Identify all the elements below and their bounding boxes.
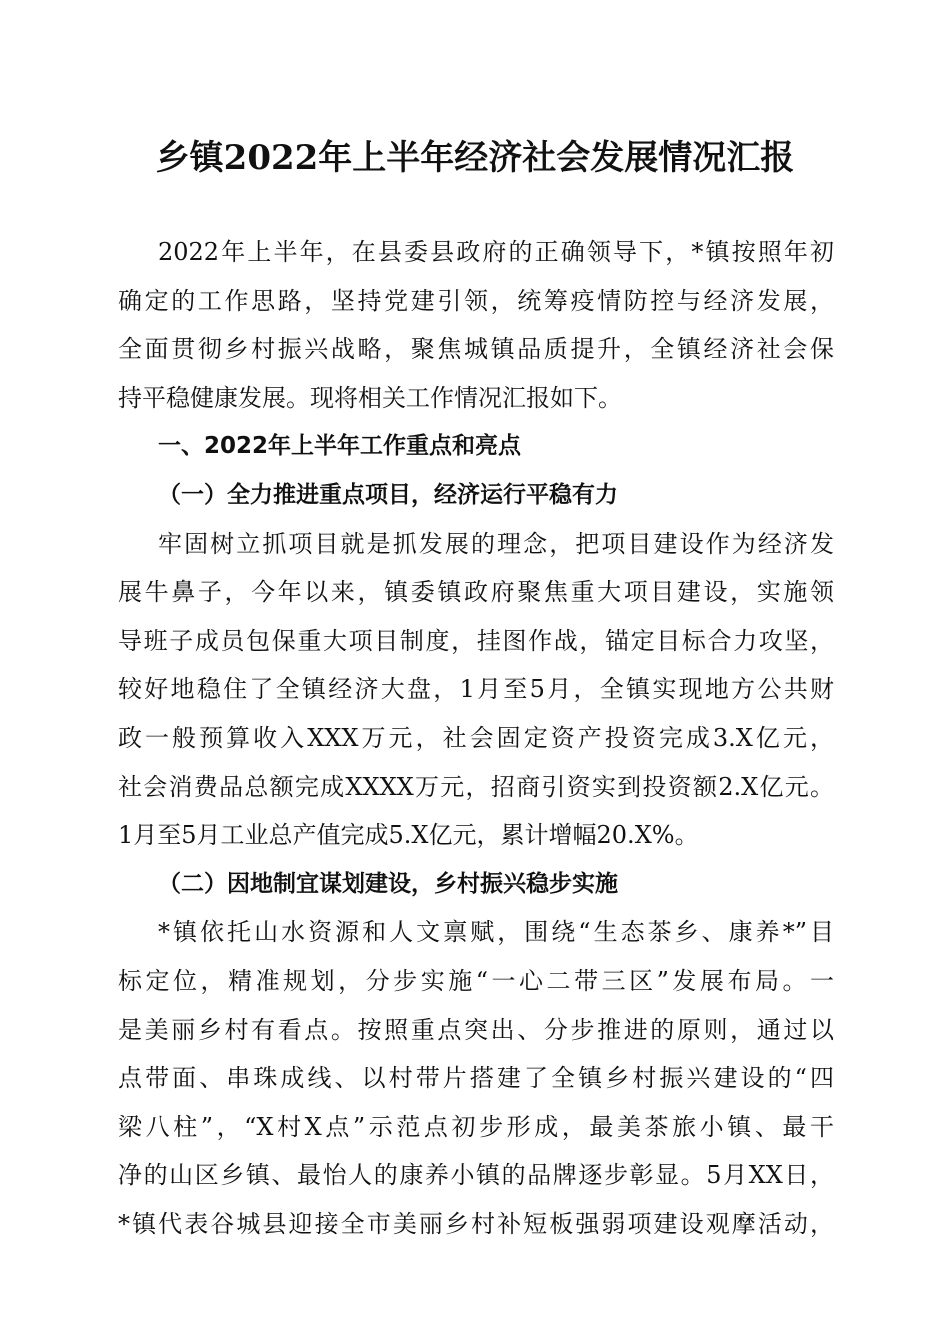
paragraph-line: 确定的工作思路，坚持党建引领，统筹疫情防控与经济发展， <box>118 286 834 315</box>
document-body <box>118 228 834 1248</box>
subsection-heading: （二）因地制宜谋划建设，乡村振兴稳步实施 <box>158 869 618 897</box>
paragraph-line: 1月至5月工业总产值完成5.X亿元，累计增幅20.X%。 <box>118 821 699 850</box>
paragraph-line: *镇代表谷城县迎接全市美丽乡村补短板强弱项建设观摩活动， <box>118 1209 834 1238</box>
paragraph-line: 较好地稳住了全镇经济大盘，1月至5月，全镇实现地方公共财 <box>118 675 834 704</box>
paragraph-line: 导班子成员包保重大项目制度，挂图作战，锚定目标合力攻坚， <box>118 626 834 655</box>
paragraph-line: 社会消费品总额完成XXXX万元，招商引资实到投资额2.X亿元。 <box>118 772 834 801</box>
paragraph-line: *镇依托山水资源和人文禀赋，围绕“生态茶乡、康养*”目 <box>158 918 834 947</box>
section-heading: 一、2022年上半年工作重点和亮点 <box>158 433 522 460</box>
document-title: 乡镇2022年上半年经济社会发展情况汇报 <box>155 138 795 178</box>
paragraph-line: 标定位，精准规划，分步实施“一心二带三区”发展布局。一 <box>118 966 834 995</box>
paragraph-line: 展牛鼻子，今年以来，镇委镇政府聚焦重大项目建设，实施领 <box>118 578 834 607</box>
paragraph-line: 政一般预算收入XXX万元，社会固定资产投资完成3.X亿元， <box>118 723 834 752</box>
paragraph-line: 2022年上半年，在县委县政府的正确领导下，*镇按照年初 <box>158 238 834 266</box>
paragraph-line: 是美丽乡村有看点。按照重点突出、分步推进的原则，通过以 <box>118 1015 834 1044</box>
paragraph-line: 牢固树立抓项目就是抓发展的理念，把项目建设作为经济发 <box>158 529 834 558</box>
paragraph-line: 梁八柱”，“X村X点”示范点初步形成，最美茶旅小镇、最干 <box>118 1112 834 1141</box>
paragraph-line: 净的山区乡镇、最怡人的康养小镇的品牌逐步彰显。5月XX日， <box>118 1161 834 1190</box>
subsection-heading: （一）全力推进重点项目，经济运行平稳有力 <box>158 480 618 508</box>
paragraph-line: 点带面、串珠成线、以村带片搭建了全镇乡村振兴建设的“四 <box>118 1064 834 1093</box>
paragraph-line: 全面贯彻乡村振兴战略，聚焦城镇品质提升，全镇经济社会保 <box>118 335 834 364</box>
paragraph-line: 持平稳健康发展。现将相关工作情况汇报如下。 <box>118 383 622 412</box>
